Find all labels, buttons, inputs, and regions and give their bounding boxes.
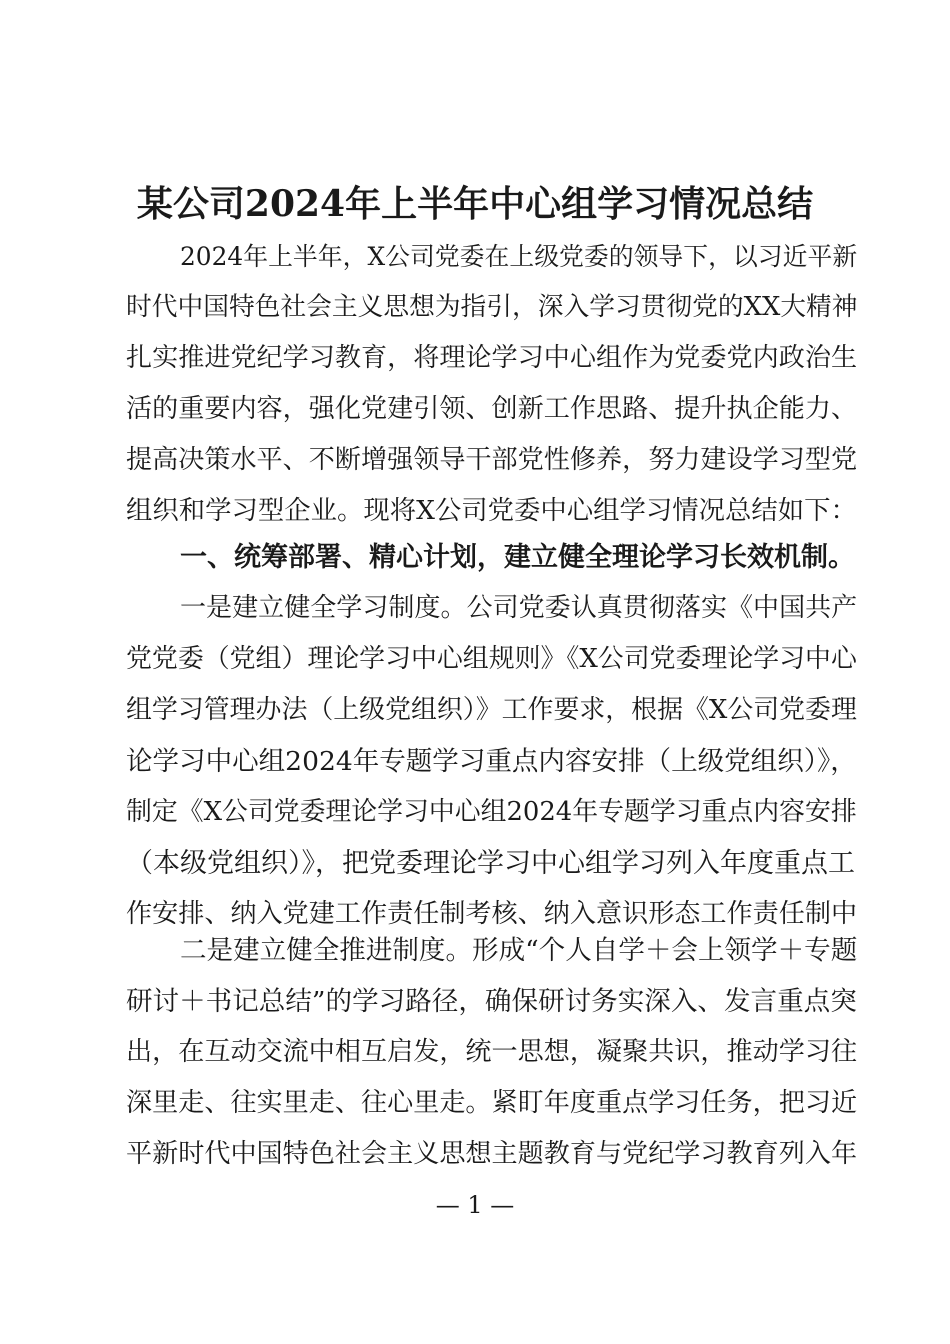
paragraph-line: 作安排、纳入党建工作责任制考核、纳入意识形态工作责任制中 <box>126 899 858 929</box>
learning-system-paragraph <box>126 583 861 940</box>
paragraph-line: 一是建立健全学习制度。公司党委认真贯彻落实《中国共产 <box>180 593 858 623</box>
section-heading <box>126 532 861 583</box>
paragraph-line: 出，在互动交流中相互启发，统一思想，凝聚共识，推动学习往 <box>126 1037 858 1067</box>
paragraph-line: 提高决策水平、不断增强领导干部党性修养，努力建设学习型党 <box>126 445 858 475</box>
promotion-system-paragraph <box>126 925 861 1180</box>
intro-paragraph <box>126 231 861 537</box>
paragraph-line: 平新时代中国特色社会主义思想主题教育与党纪学习教育列入年 <box>126 1139 858 1169</box>
paragraph-line: 党党委（党组）理论学习中心组规则》《X公司党委理论学习中心 <box>126 644 857 674</box>
paragraph-line: 活的重要内容，强化党建引领、创新工作思路、提升执企能力、 <box>126 394 858 424</box>
paragraph-line: 组学习管理办法（上级党组织）》工作要求，根据《X公司党委理 <box>126 695 857 725</box>
section-heading-text: 一、统筹部署、精心计划，建立健全理论学习长效机制。 <box>180 542 855 573</box>
paragraph-line: 二是建立健全推进制度。形成“个人自学＋会上领学＋专题 <box>180 935 858 966</box>
paragraph-line: 2024年上半年，X公司党委在上级党委的领导下，以习近平新 <box>180 242 858 271</box>
paragraph-line: 制定《X公司党委理论学习中心组2024年专题学习重点内容安排 <box>126 797 857 827</box>
paragraph-line: 时代中国特色社会主义思想为指引，深入学习贯彻党的XX大精神 <box>126 292 858 322</box>
paragraph-line: 论学习中心组2024年专题学习重点内容安排（上级党组织）》， <box>126 746 857 777</box>
paragraph-line: 扎实推进党纪学习教育，将理论学习中心组作为党委党内政治生 <box>126 343 858 373</box>
document-title: 某公司2024年上半年中心组学习情况总结 <box>136 183 814 225</box>
page-number: — 1 — <box>435 1191 515 1219</box>
paragraph-line: 组织和学习型企业。现将X公司党委中心组学习情况总结如下： <box>126 496 857 526</box>
paragraph-line: 研讨＋书记总结”的学习路径，确保研讨务实深入、发言重点突 <box>126 986 857 1017</box>
paragraph-line: 深里走、往实里走、往心里走。紧盯年度重点学习任务，把习近 <box>126 1088 858 1118</box>
paragraph-line: （本级党组织）》，把党委理论学习中心组学习列入年度重点工 <box>126 848 855 879</box>
